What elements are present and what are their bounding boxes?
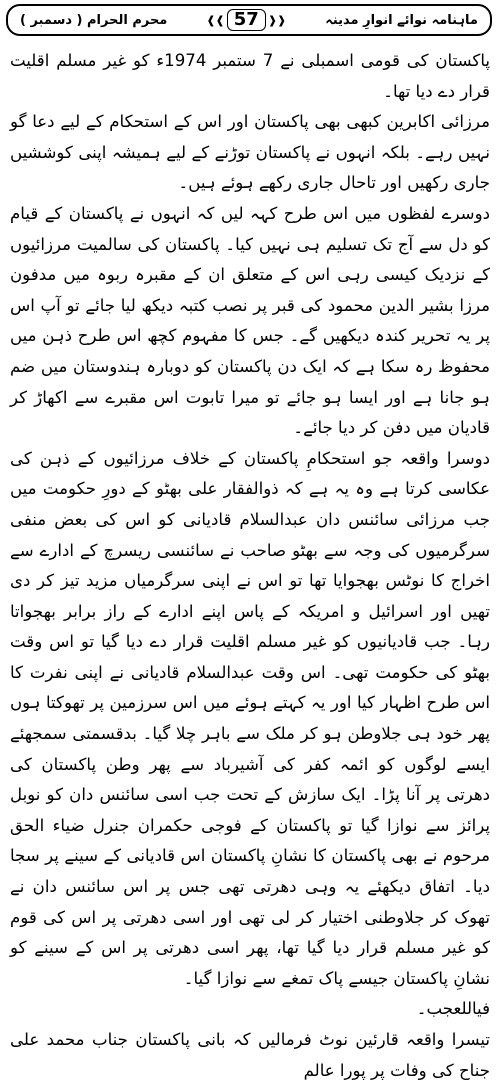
ornament-right-icon: ❱❱ bbox=[267, 13, 287, 27]
issue-date: محرم الحرام ( دسمبر ) bbox=[20, 12, 168, 28]
exclamation-line: فیاللعجب۔ bbox=[416, 999, 490, 1019]
page-header bbox=[6, 4, 492, 36]
page-number: 57 bbox=[227, 9, 266, 31]
article-paragraph: مرزائی اکابرین کبھی بھی پاکستان اور اس کے استحکام کے لیے دعا گو نہیں رہے۔ بلکہ انہوں نے پاکستان توڑنے کے لیے ہمیشہ اپنی کوششیں جاری رکھیں اور تاحال جاری رکھے ہوئے ہیں۔ bbox=[10, 112, 490, 193]
article-paragraph: پاکستان کی قومی اسمبلی نے 7 ستمبر 1974ء کو غیر مسلم اقلیت قرار دے دیا تھا۔ bbox=[10, 51, 490, 101]
magazine-title: ماہنامہ نوائے انوارِ مدینہ bbox=[325, 12, 478, 28]
article-paragraph: دوسرا واقعہ جو استحکامِ پاکستان کے خلاف مرزائیوں کے ذہن کی عکاسی کرتا ہے وہ یہ ہے کہ ذوالفقار علی بھٹو کے دورِ حکومت میں جب مرزائی سائنس دان عبدالسلام قادیانی کو اس کی بعض منفی سرگرمیوں کی وجہ سے بھٹو صاحب نے سائنسی ریسرچ کے ادارے سے اخراج کا نوٹس بھجوایا تھا تو اس نے اپنی سرگرمیاں مزید تیز کر دی تھیں اور اسرائیل و امریکہ کے پاس اپنے ادارے کے راز برابر بھجواتا رہا۔ جب قادیانیوں کو غیر مسلم اقلیت قرار دے دیا گیا تو اس وقت بھٹو کی حکومت تھی۔ اس وقت عبدالسلام قادیانی نے اپنی نفرت کا اس طرح اظہار کیا اور یہ کہتے ہوئے میں اس سرزمین پر تھوکتا ہوں پھر خود ہی جلاوطن ہو کر ملک سے باہر چلا گیا۔ بدقسمتی سمجھئے ایسے لوگوں کو ائمہ کفر کی آشیرباد سے پھر وطن پاکستان کی دھرتی پر آنا پڑا۔ ایک سازش کے تحت جب اسی سائنس دان کو نوبل پرائز سے نوازا گیا تو پاکستان کے فوجی حکمران جنرل ضیاء الحق مرحوم نے بھی پاکستان کا نشانِ پاکستان اس قادیانی کے سینے پر سجا دیا۔ اتفاق دیکھئے یہ وہی دھرتی تھی جس پر اس سائنس دان نے تھوک کر جلاوطنی اختیار کر لی تھی اور اسی دھرتی پر اس کی قوم کو غیر مسلم قرار دیا گیا تھا، پھر اسی دھرتی پر اس کے سینے کو نشانِ پاکستان جیسے پاک تمغے سے نوازا گیا۔ bbox=[10, 448, 490, 988]
ornament-left-icon: ❰❰ bbox=[206, 13, 225, 27]
article-body bbox=[10, 46, 490, 1080]
page-number-block bbox=[206, 9, 286, 31]
article-paragraph: دوسرے لفظوں میں اس طرح کہہ لیں کہ انہوں نے پاکستان کے قیام کو دل سے آج تک تسلیم ہی نہیں کیا۔ پاکستان کی سالمیت مرزائیوں کے نزدیک کیسی رہی اس کے متعلق ان کے مقبرہ ربوہ میں مدفون مرزا بشیر الدین محمود کی قبر پر نصب کتبہ دیکھ لیا جائے تو آپ اس پر یہ تحریر کندہ دیکھیں گے۔ جس کا مفہوم کچھ اس طرح ذہن میں محفوظ رہ سکا ہے کہ ایک دن پاکستان کو دوبارہ ہندوستان میں ضم ہو جانا ہے اور ایسا ہو جائے تو میرا تابوت اس مقبرے سے اکھاڑ کر قادیان میں دفن کر دیا جائے۔ bbox=[10, 203, 490, 438]
article-paragraph: تیسرا واقعہ قارئین نوٹ فرمالیں کہ بانی پاکستان جناب محمد علی جناح کی وفات پر پورا عالم bbox=[10, 1030, 490, 1080]
